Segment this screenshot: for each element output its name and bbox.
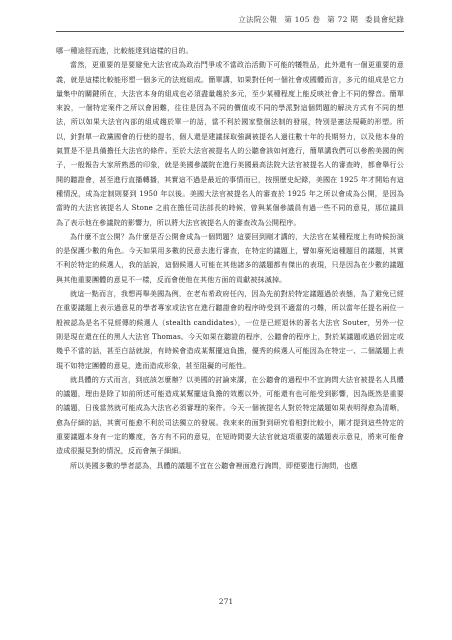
gazette-volume: 第 105 卷: [284, 15, 321, 24]
paragraph: 為什麼不宜公開？為什麼是否公開會成為一個問題？這要回到剛才講的，大法官在某種程度上有時候扮演的是保護少數的角色。今天如果用多數的民意去進行審查，在特定的議題上，譬如廢死這種題目的議題，其實不利於特定的候選人，我的話說，這個候選人可能在其他諸多的議題都有傑出的表現，只是因為在少數的議題與其他重要團體的意見不一樣，反而會使他在其他方面的貢獻被抹滅掉。: [56, 231, 404, 284]
paragraph: 當然，更重要的是要避免大法官成為政治鬥爭或不當政治活動下可能的犧牲品，此外還有一個更重要的意義，就是這樣比較能形塑一個多元的法庭組成。簡單講，如果對任何一個社會或國體而言，多元的組成是它力量集中的關鍵所在，大法官本身的組成也必須盡量趨於多元，至少某種程度上能反映社會上不同的聲音。簡單來說，一個特定案件之所以會困難，往往是因為不同的價值或不同的學派對這個問題的解決方式有不同的想法，所以如果大法官內部的組成趨於單一的話，當不利於國家整個法制的發展，特別是憲法規範的形塑。所以，針對單一政黨國會的行使的提名，個人還是建議採取強調被提名人過往數十年的長期努力，以及他本身的氣質是不是具備擔任大法官的條件。至於大法官被提名人的公聽會該如何進行，簡單講我們可以參酌美國的例子，一般報告大家所熟悉的印象，就是美國參議院在進行美國最高法院大法官被提名人的審查時，都會舉行公開的聽證會，甚至進行直播轉播，其實這不過是最近的事情而已，按照歷史紀錄，美國在 1925 年才開始有這種情況，成為定制則要到 1950 年以後。美國大法官被提名人的審查於 1925 年之所以會成為公開，是因為當時的大法官被提名人 Stone 之前在擔任司法部長的時候，曾與某個參議員有過一些不同的意見，那位議員為了表示他在參議院的影響力，所以將大法官被提名人的審查改為公開程序。: [56, 60, 404, 227]
gazette-title: 立法院公報: [238, 15, 278, 24]
body-text: [56, 44, 404, 473]
paragraph-continued: 所以美國多數的學者認為，具體的議題不宜在公聽會裡面進行詢問，即便要進行詢問，也應: [70, 460, 358, 470]
header-rule: [56, 31, 404, 32]
paragraph: 就具體的方式而言，到底該怎麼辦？以美國的討論來講，在公聽會的過程中不宜詢問大法官被提名人具體的議題，理由是除了如前所述可能造成某幫擺這負擔的效應以外，可能還有也可能受到影響，因為既然是重要的議題，日後當然就可能成為大法官必須審理的案件。今天一個被提名人對於特定議題如果表明得愈為清晰，愈為仔細的話，其實可能愈不利於司法獨立的發展。我來來的面對到研究看相對比較小，剛才提到這些特定的重要議題本身有一定的難度，各方有不同的意見，在短時間要大法官就這項重要的議題表示意見，將來可能會造成很擬見對的情況，反而會無子細細。: [56, 374, 404, 456]
page-number: 271: [218, 597, 234, 606]
paragraph: 就這一點而言，我想再舉美國為例，在老布希政府任內，因為先前對於特定議題過於表態，為了避免已經在重要議題上表示過意見的學者專家或法官在進行聽證會的程序時受到不適當的刁難，所以當年任提名兩位一般被認為是名不見經傳的候選人（stealth candidates），一位是已經退休的著名大法官 Souter，另外一位則是現在還在任的黑人大法官 Thomas。今天如果在聽證的程序，公聽會的程序上，對於某議題或過於固定或幾乎不當的話，甚至白話就說，有時候會造成某幫擺這負擔，優秀的候選人可能因為在特定一、二個議題上表現不如特定團體的意見，進而造成形象，甚至阻礙的可能性。: [56, 289, 404, 370]
gazette-section: 委員會紀錄: [365, 15, 404, 24]
gazette-issue: 第 72 期: [327, 15, 359, 24]
paragraph-opening: 哪一種途徑而進，比較能達到這樣的目的。: [56, 46, 193, 55]
page-header: [56, 14, 404, 30]
